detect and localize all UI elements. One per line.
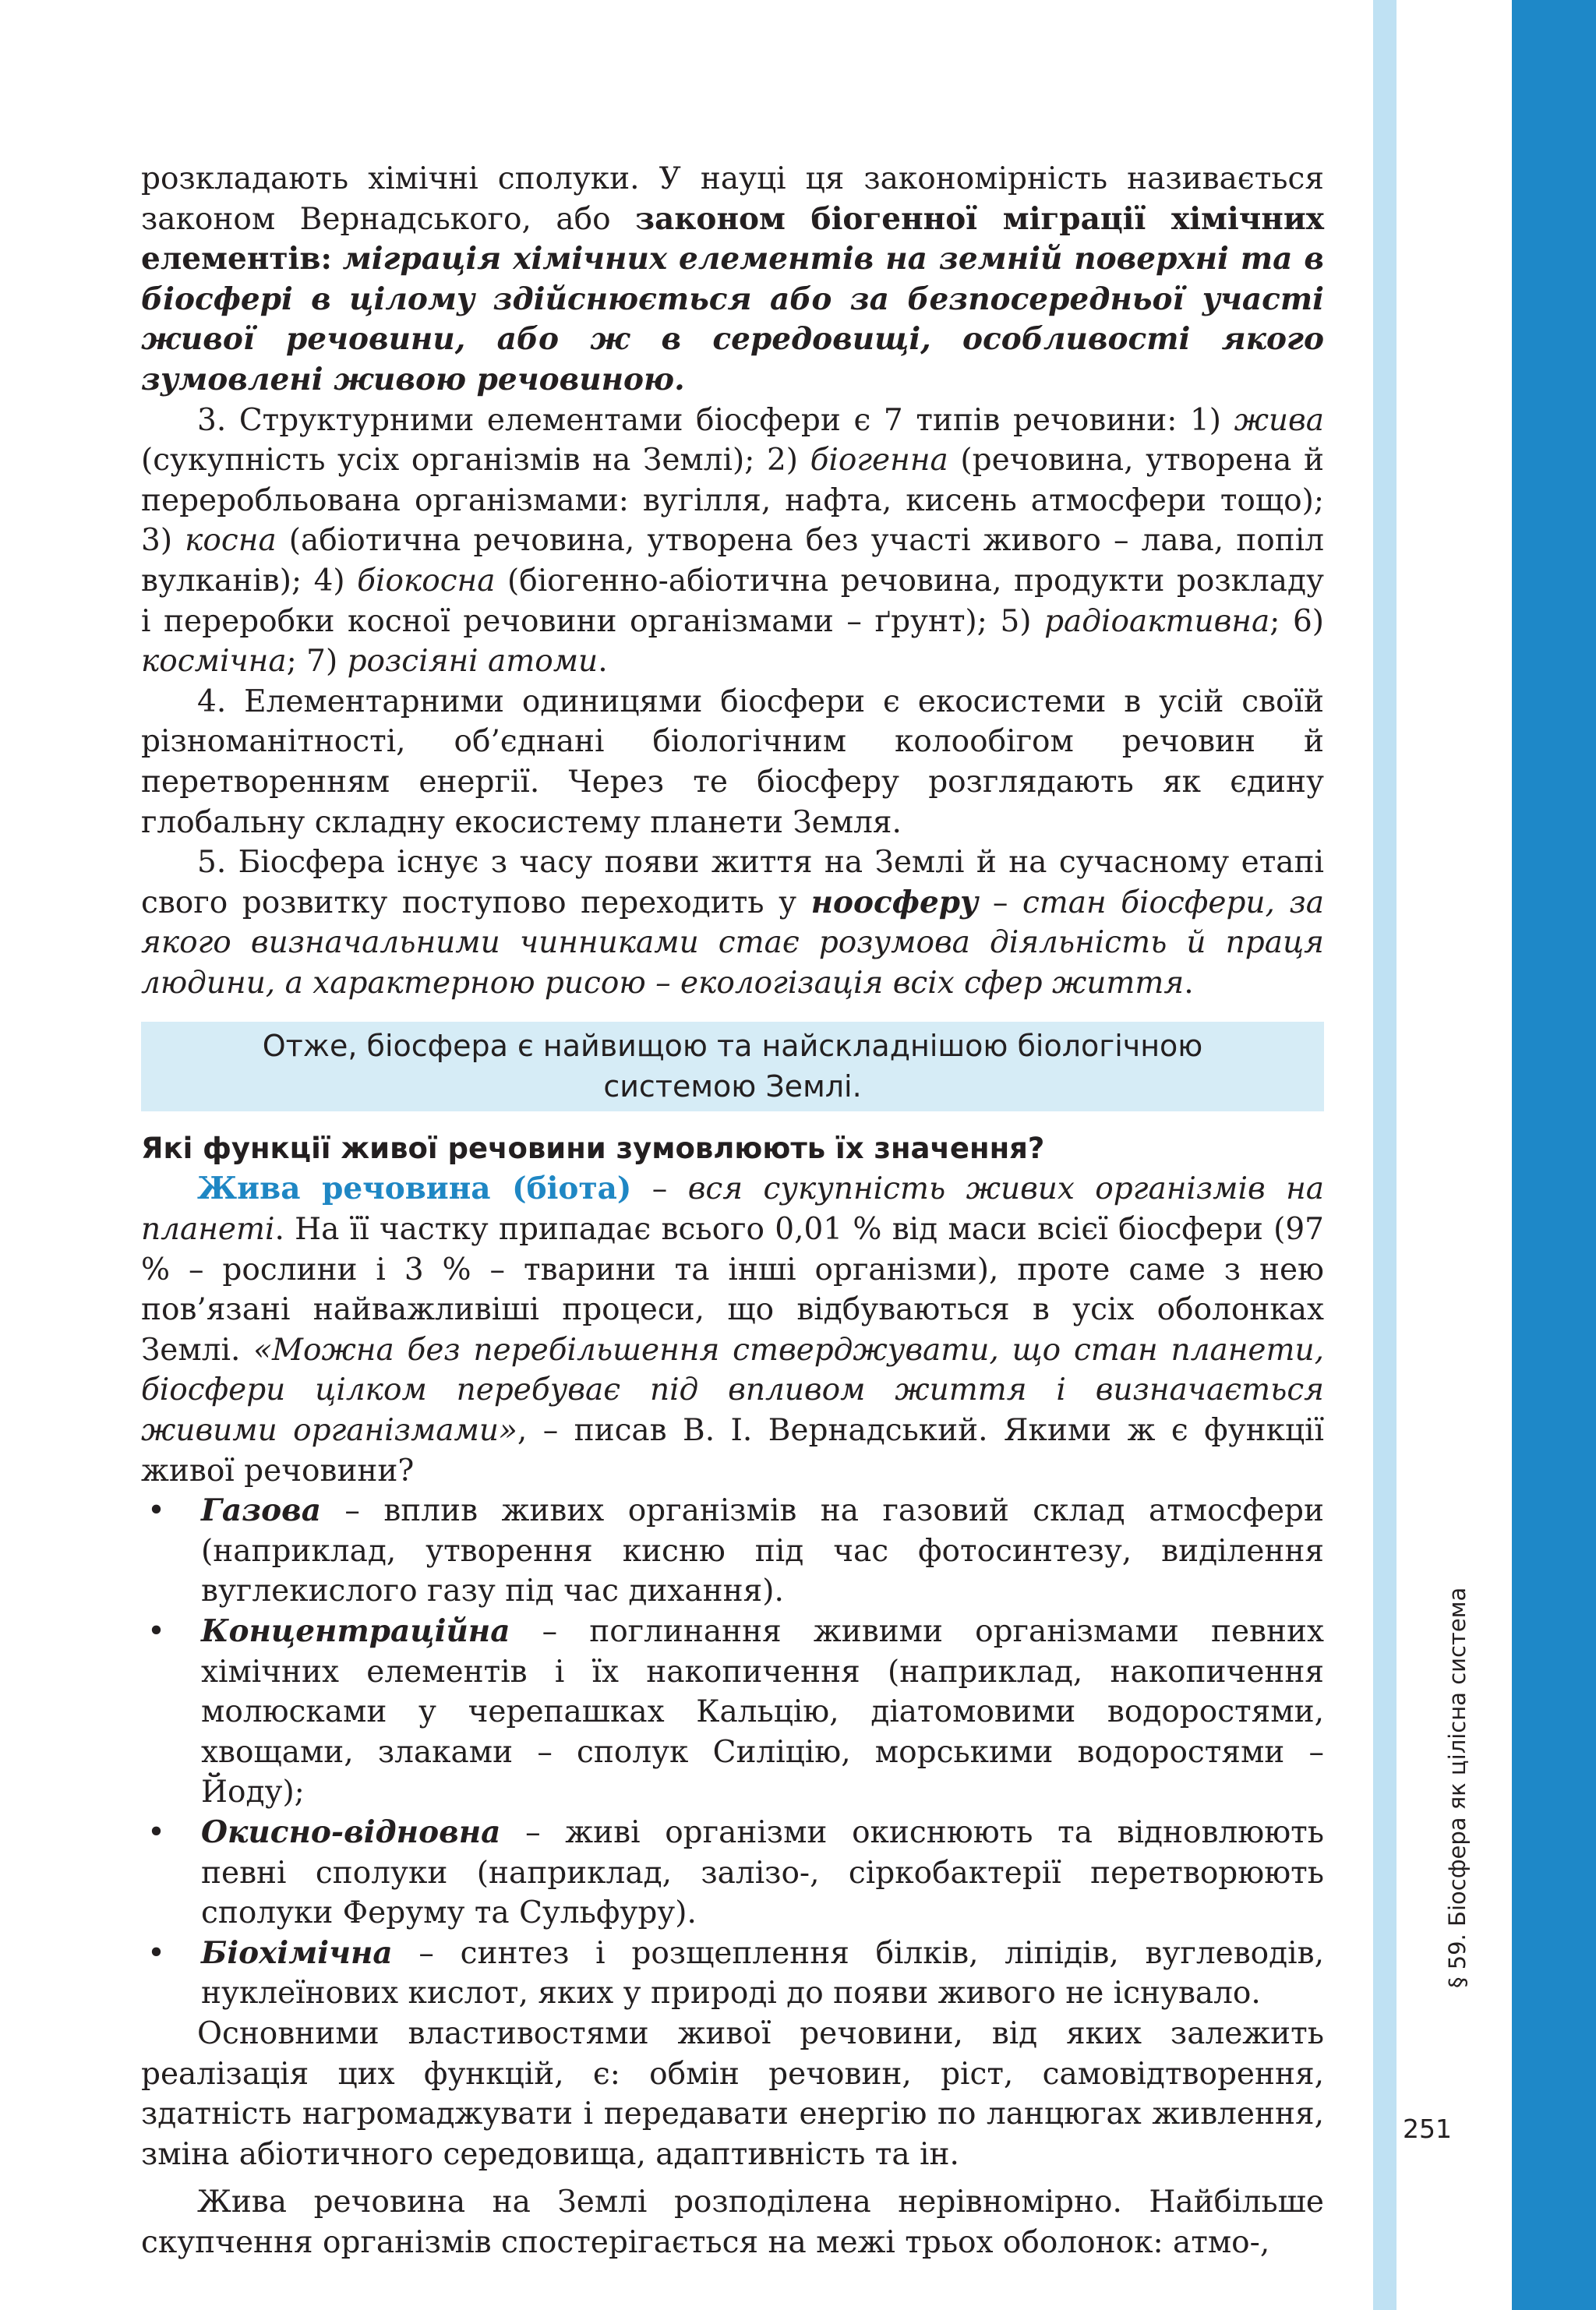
list-item: • Біохімічна – синтез і розщеплення білків, ліпідів, вуглеводів, нуклеїнових кислот, яких у природі до появи живого не існувало. bbox=[141, 1934, 1324, 2014]
paragraph-vernadsky-law: розкладають хімічні сполуки. У науці ця закономірність називається законом Вернадського, або законом біогенної міграції хімічних елементів: міграція хімічних елементів на земній поверхні та в біосфері в цілому здійснюється або за безпосередньої участі живої речовини, або ж в середовищі, особливості якого зумовлені живою речовиною. bbox=[141, 161, 1324, 397]
noosphere-definition: стан біосфери, за якого визначальними чинниками стає розумова діяльність й праця людини, а характерною рисою – екологізація всіх сфер життя bbox=[141, 885, 1325, 1001]
paragraph-properties: Основними властивостями живої речовини, від яких залежить реалізація цих функцій, є: обмін речовин, ріст, самовідтворення, здатність нагромаджувати і передавати енергію по ланцюгах живлення, зміна абіотичного середовища, адаптивність та ін. bbox=[141, 2015, 1324, 2172]
paragraph-biota: Жива речовина (біота) – вся сукупність живих організмів на планеті. На її частку припадає всього 0,01 % від маси всієї біосфери (97 % – рослини і 3 % – тварини та інші організми), проте саме з нею пов’язані найважливіші процеси, що відбуваються в усіх оболонках Землі. «Можна без перебільшення стверджувати, що стан планети, біосфери цілком перебуває під впливом життя і визначається живими організмами», – писав В. І. Вернадський. Якими ж є функції живої речовини? bbox=[141, 1171, 1325, 1489]
term-scattered-atoms: розсіяні атоми bbox=[347, 644, 598, 680]
term-live: жива bbox=[1234, 402, 1324, 438]
list-item: • Концентраційна – поглинання живими організмами певних хімічних елементів і їх накопичення (наприклад, накопичення молюсками у черепашках Кальцію, діатомовими водоростями, хвощами, злаками – сполук Силіцію, морськими водоростями – Йоду); bbox=[141, 1612, 1324, 1813]
biota-definition: вся сукупність живих організмів на планеті bbox=[141, 1171, 1325, 1248]
paragraph-distribution: Жива речовина на Землі розподілена нерівномірно. Найбільше скупчення організмів спостерігається на межі трьох оболонок: атмо-, bbox=[141, 2185, 1324, 2260]
function-name: Окисно-відновна bbox=[201, 1814, 501, 1850]
running-head-text: § 59. Біосфера як цілісна система bbox=[1444, 1587, 1471, 1988]
function-name: Газова bbox=[201, 1492, 321, 1529]
function-name: Концентраційна bbox=[201, 1613, 510, 1649]
term-inert: косна bbox=[185, 523, 277, 559]
term-bioinert: біокосна bbox=[357, 563, 496, 599]
page-number: 251 bbox=[1403, 2114, 1452, 2144]
margin-band-light bbox=[1373, 0, 1396, 2310]
running-head bbox=[1442, 1431, 1474, 1988]
term-cosmic: космічна bbox=[141, 644, 287, 680]
section-heading: Які функції живої речовини зумовлюють їх значення? bbox=[141, 1132, 1045, 1166]
law-definition: міграція хімічних елементів на земній поверхні та в біосфері в цілому здійснюється або за безпосередньої участі живої речовини, або ж в середовищі, особливості якого зумовлені живою речовиною. bbox=[141, 241, 1324, 397]
term-noosphere: ноосферу bbox=[810, 884, 979, 920]
summary-line-2: системою Землі. bbox=[603, 1069, 862, 1104]
summary-line-1: Отже, біосфера є найвищою та найскладнішою біологічною bbox=[262, 1029, 1203, 1064]
list-item: • Газова – вплив живих організмів на газовий склад атмосфери (наприклад, утворення кисню під час фотосинтезу, виділення вуглекислого газу під час дихання). bbox=[141, 1491, 1324, 1612]
paragraph-ecosystems: 4. Елементарними одиницями біосфери є екосистеми в усій своїй різноманітності, об’єднані біологічним колообігом речовин й перетворенням енергії. Через те біосферу розглядають як єдину глобальну складну екосистему планети Земля. bbox=[141, 683, 1324, 840]
law-name: законом біогенної міграції хімічних елементів: bbox=[141, 200, 1324, 277]
paragraph-noosphere: 5. Біосфера існує з часу появи життя на Землі й на сучасному етапі свого розвитку поступово переходить у ноосферу – стан біосфери, за якого визначальними чинниками стає розумова діяльність й праця людини, а характерною рисою – екологізація всіх сфер життя. bbox=[141, 845, 1325, 1001]
term-biogenic: біогенна bbox=[810, 443, 948, 479]
term-biota: Жива речовина (біота) bbox=[197, 1171, 632, 1207]
paragraph-substance-types: 3. Структурними елементами біосфери є 7 типів речовини: 1) жива (сукупність усіх організмів на Землі); 2) біогенна (речовина, утворена й переробльована організмами: вугілля, нафта, кисень атмосфери тощо); 3) косна (абіотична речовина, утворена без участі живого – лава, попіл вулканів); 4) біокосна (біогенно-абіотична речовина, продукти розкладу і переробки косної речовини організмами – ґрунт); 5) радіоактивна; 6) космічна; 7) розсіяні атоми. bbox=[141, 402, 1324, 680]
term-radioactive: радіоактивна bbox=[1044, 603, 1270, 639]
functions-list bbox=[141, 1491, 1324, 2014]
page-body bbox=[141, 159, 1324, 2263]
list-item: • Окисно-відновна – живі організми окиснюють та відновлюють певні сполуки (наприклад, залізо-, сіркобактерії перетворюють сполуки Феруму та Сульфуру). bbox=[141, 1813, 1324, 1934]
summary-box bbox=[141, 1022, 1324, 1111]
vernadsky-quote: «Можна без перебільшення стверджувати, що стан планети, біосфери цілком перебуває під впливом життя і визначається живими організмами» bbox=[141, 1332, 1324, 1449]
function-name: Біохімічна bbox=[201, 1934, 393, 1971]
